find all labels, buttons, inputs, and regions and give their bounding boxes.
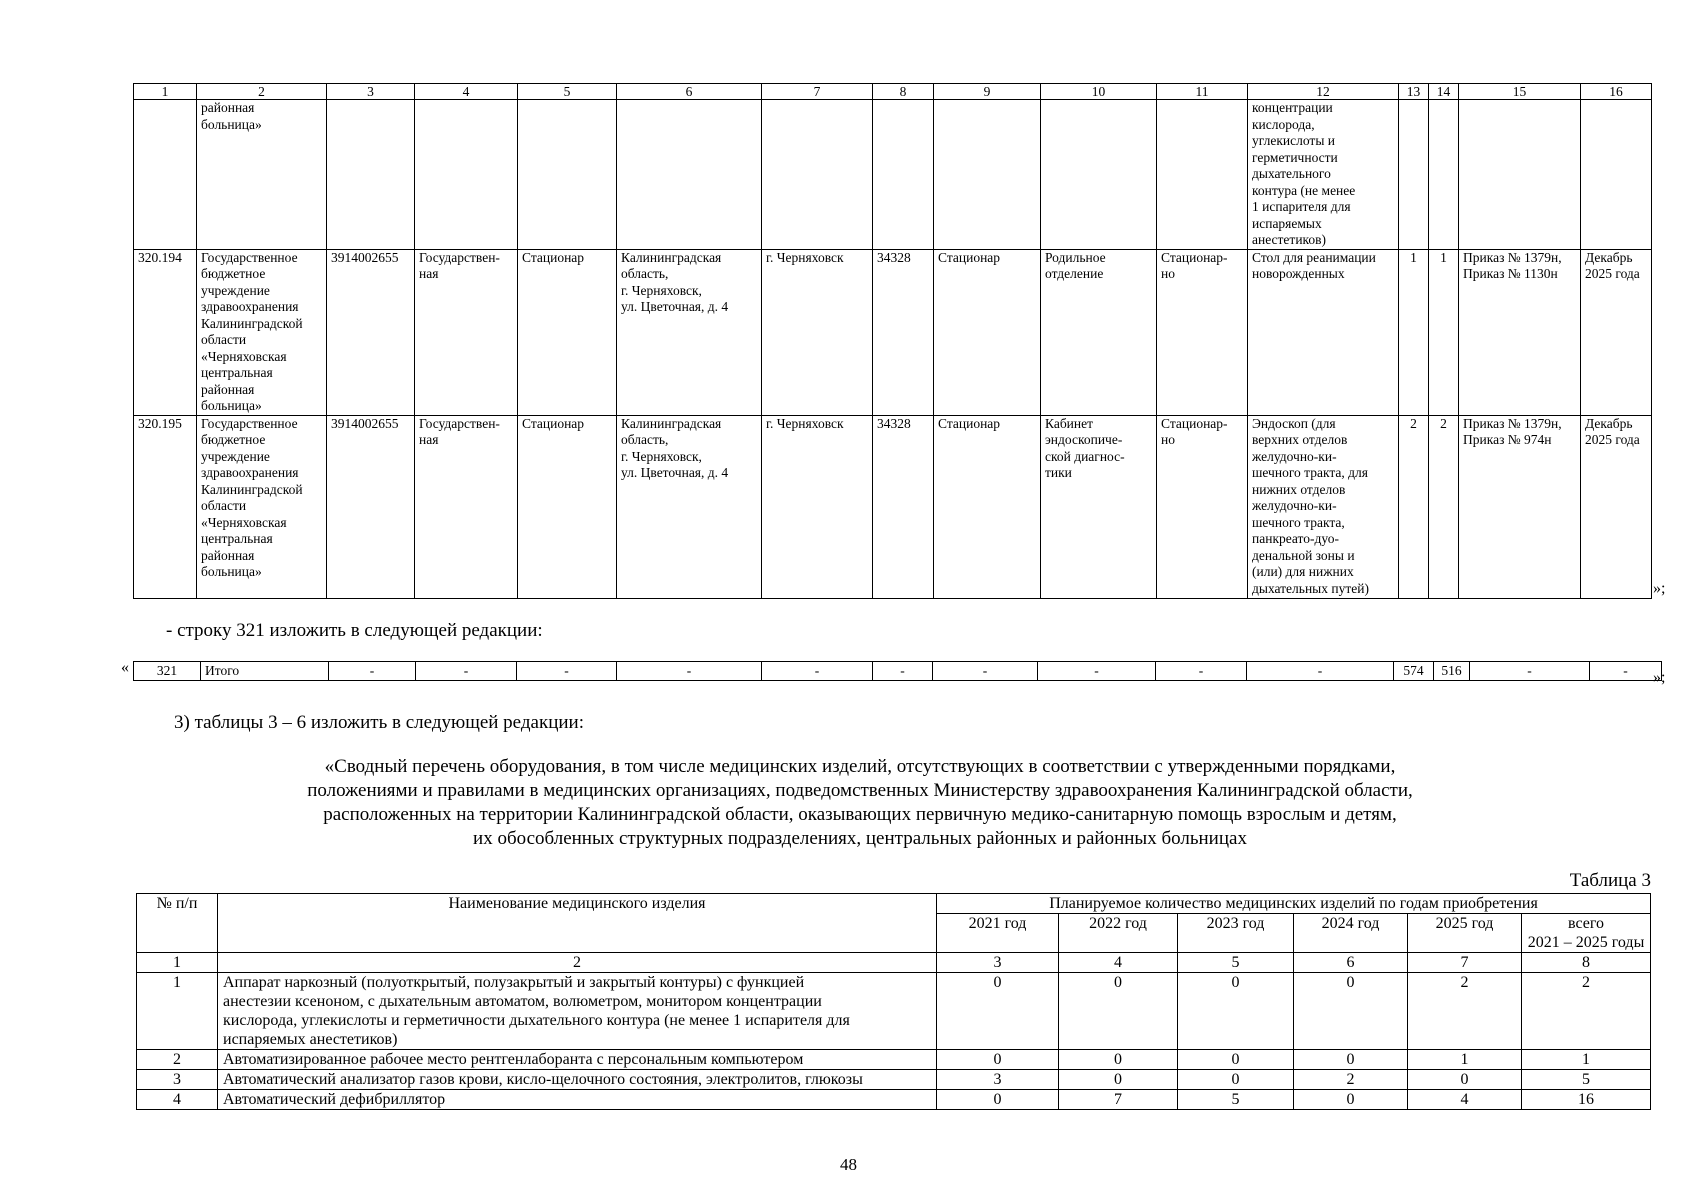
column-number: 1 [134,84,197,100]
year-value: 0 [1178,1070,1294,1090]
orders-cell: Приказ № 1379н, Приказ № 1130н [1459,249,1581,415]
org-name-cell: Государственное бюджетное учреждение здравоохранения Калининградской области «Черняховская центральная районная больница» [197,415,327,598]
device-name: Автоматизированное рабочее место рентгенлаборанта с персональным компьютером [218,1050,937,1070]
year-value: 0 [1059,1070,1178,1090]
year-value: 0 [1294,973,1408,1050]
year-value: 0 [937,1090,1059,1110]
qty-cell: 574 [1394,662,1434,681]
device-name: Автоматический анализатор газов крови, кисло-щелочного состояния, электролитов, глюкозы [218,1070,937,1090]
total-label: Итого [201,662,329,681]
table-cell: - [1590,662,1662,681]
column-number: 13 [1399,84,1429,100]
year-value: 4 [1408,1090,1522,1110]
column-number: 7 [762,84,873,100]
qty-cell: 1 [1399,249,1429,415]
conditions-cell: Стационар- но [1157,415,1248,598]
conditions-cell: Стационар- но [1157,249,1248,415]
year-value: 0 [1059,1050,1178,1070]
qty-cell: 2 [1429,415,1459,598]
table-row [134,662,1662,681]
table-row [137,1070,1651,1090]
table-cell: - [329,662,416,681]
closing-quote: »; [1653,580,1666,597]
row-number: 2 [137,1050,218,1070]
row-number: 1 [137,973,218,1050]
total-value: 5 [1522,1070,1651,1090]
header-year: 2025 год [1408,914,1522,953]
column-number: 10 [1041,84,1157,100]
column-number: 3 [937,953,1059,973]
column-number: 7 [1408,953,1522,973]
column-number: 8 [1522,953,1651,973]
device-cell: концентрации кислорода, углекислоты и герметичности дыхательного контура (не менее 1 испарителя для испаряемых анестетиков) [1248,100,1399,250]
row-number: 320.195 [134,415,197,598]
column-number: 6 [1294,953,1408,973]
row-number: 321 [134,662,201,681]
device-cell: Стол для реанимации новорожденных [1248,249,1399,415]
form-cell: Стационар [934,415,1041,598]
column-number: 2 [197,84,327,100]
table-cell: - [933,662,1038,681]
department-cell: Родильное отделение [1041,249,1157,415]
table-label: Таблица 3 [1569,870,1651,891]
table-cell: - [1038,662,1156,681]
total-value: 1 [1522,1050,1651,1070]
city-cell: г. Черняховск [762,415,873,598]
header-year: 2023 год [1178,914,1294,953]
column-number: 5 [518,84,617,100]
column-number: 11 [1157,84,1248,100]
year-value: 0 [1178,1050,1294,1070]
amendment-paragraph: - строку 321 изложить в следующей редакции: [166,620,543,641]
column-number: 4 [1059,953,1178,973]
total-row-table [133,661,1662,681]
year-value: 2 [1408,973,1522,1050]
column-number: 3 [327,84,415,100]
year-value: 0 [1294,1050,1408,1070]
column-number: 1 [137,953,218,973]
address-cell: Калининградская область, г. Черняховск, ул. Цветочная, д. 4 [617,249,762,415]
row-number: 3 [137,1070,218,1090]
year-value: 0 [937,973,1059,1050]
year-value: 0 [1059,973,1178,1050]
org-name-cell: Государственное бюджетное учреждение здравоохранения Калининградской области «Черняховская центральная районная больница» [197,249,327,415]
year-value: 0 [1178,973,1294,1050]
header-planned: Планируемое количество медицинских изделий по годам приобретения [937,894,1651,914]
document-title: «Сводный перечень оборудования, в том числе медицинских изделий, отсутствующих в соответствии с утвержденными порядками, положениями и правилами в медицинских организациях, подведомственных Министерству здравоохранения Калининградской области, расположенных на территории Калининградской области, оказывающих первичную медико-санитарную помощь взрослым и детям, их обособленных структурных подразделениях, центральных районных и районных больницах [307,756,1413,849]
column-number-row [137,953,1651,973]
column-number: 4 [415,84,518,100]
year-value: 3 [937,1070,1059,1090]
total-value: 16 [1522,1090,1651,1110]
row-number: 4 [137,1090,218,1110]
qty-cell: 516 [1434,662,1470,681]
year-value: 0 [1294,1090,1408,1110]
header-year: 2024 год [1294,914,1408,953]
table-cell: - [762,662,873,681]
equipment-table [136,893,1651,1110]
qty-cell: 2 [1399,415,1429,598]
city-cell: г. Черняховск [762,249,873,415]
table-row [134,249,1652,415]
row-number: 320.194 [134,249,197,415]
table-cell: - [617,662,762,681]
year-value: 0 [1408,1070,1522,1090]
header-year: 2022 год [1059,914,1178,953]
year-value: 1 [1408,1050,1522,1070]
orders-cell: Приказ № 1379н, Приказ № 974н [1459,415,1581,598]
column-number-row [134,84,1652,100]
address-cell: Калининградская область, г. Черняховск, ул. Цветочная, д. 4 [617,415,762,598]
column-number: 6 [617,84,762,100]
table-cell: - [416,662,517,681]
table-row [137,973,1651,1050]
type-cell: Стационар [518,249,617,415]
table-row [134,415,1652,598]
column-number: 9 [934,84,1041,100]
page-number: 48 [840,1155,857,1174]
column-number: 16 [1581,84,1652,100]
table-cell: - [1156,662,1247,681]
header-total: всего 2021 – 2025 годы [1522,914,1651,953]
column-number: 14 [1429,84,1459,100]
year-value: 0 [937,1050,1059,1070]
column-number: 12 [1248,84,1399,100]
header-year: 2021 год [937,914,1059,953]
header-num: № п/п [137,894,218,953]
device-name: Автоматический дефибриллятор [218,1090,937,1110]
device-cell: Эндоскоп (для верхних отделов желудочно-ки- шечного тракта, для нижних отделов желудочно-ки- шечного тракта, панкреато-дуо- денальной зоны и (или) для нижних дыхательных путей) [1248,415,1399,598]
qty-cell: 1 [1429,249,1459,415]
registry-table-continuation [133,83,1652,599]
table-row [137,1050,1651,1070]
org-name-cell: районная больница» [197,100,327,250]
deadline-cell: Декабрь 2025 года [1581,249,1652,415]
inn-cell: 3914002655 [327,249,415,415]
code-cell: 34328 [873,415,934,598]
table-cell: - [1247,662,1394,681]
table-cell: - [517,662,617,681]
table-cell: - [1470,662,1590,681]
department-cell: Кабинет эндоскопиче- ской диагнос- тики [1041,415,1157,598]
ownership-cell: Государствен- ная [415,415,518,598]
column-number: 5 [1178,953,1294,973]
ownership-cell: Государствен- ная [415,249,518,415]
device-name: Аппарат наркозный (полуоткрытый, полузакрытый и закрытый контуры) с функцией анестезии ксеноном, с дыхательным автоматом, волюметром, монитором концентрации кислорода, углекислоты и герметичности дыхательного контура (не менее 1 испарителя для испаряемых анестетиков) [218,973,937,1050]
year-value: 5 [1178,1090,1294,1110]
inn-cell: 3914002655 [327,415,415,598]
code-cell: 34328 [873,249,934,415]
form-cell: Стационар [934,249,1041,415]
type-cell: Стационар [518,415,617,598]
header-row [137,894,1651,914]
year-value: 7 [1059,1090,1178,1110]
table-cell: - [873,662,933,681]
closing-quote: »; [1653,669,1666,686]
table-row [137,1090,1651,1110]
continuation-row [134,100,1652,250]
opening-quote: « [121,659,129,676]
header-name: Наименование медицинского изделия [218,894,937,953]
year-value: 2 [1294,1070,1408,1090]
column-number: 15 [1459,84,1581,100]
column-number: 2 [218,953,937,973]
column-number: 8 [873,84,934,100]
amendment-paragraph: 3) таблицы 3 – 6 изложить в следующей редакции: [174,712,584,733]
total-value: 2 [1522,973,1651,1050]
deadline-cell: Декабрь 2025 года [1581,415,1652,598]
